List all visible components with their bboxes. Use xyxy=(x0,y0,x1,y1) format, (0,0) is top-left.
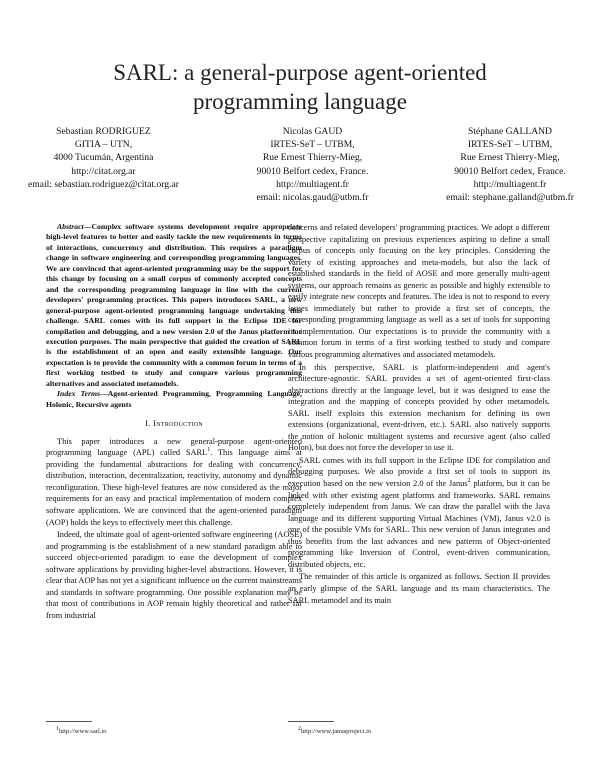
author-website: http://multiagent.fr xyxy=(276,178,349,190)
author-block xyxy=(28,125,574,204)
author-email: email: stephane.galland@utbm.fr xyxy=(446,192,574,204)
left-column xyxy=(46,222,302,621)
abstract-lead: Abstract xyxy=(57,222,84,231)
author-city: 90010 Belfort cedex, France. xyxy=(256,165,369,177)
right-column xyxy=(288,222,550,606)
section-heading-introduction: I. Introduction xyxy=(145,418,203,429)
author-website: http://multiagent.fr xyxy=(473,178,547,190)
paper-title: SARL: a general-purpose agent-oriented programming language xyxy=(113,60,487,114)
paragraph-text: platform, but it can be linked with other existing agent platforms and frameworks. SARL remains completely independent from Janus. We can draw the parallel with the Java language and its different supporting Virtual Machines (VM), Janus v2.0 is one of the possible VMs for SARL. This new version of Janus integrates and thus benefits from the last advances and new patterns of Object-oriented programming like Inversion of Control, event-driven communication, distributed objects, etc. xyxy=(288,479,550,569)
author-name: Nicolas GAUD xyxy=(282,126,343,137)
index-terms xyxy=(46,389,302,410)
author-email: email: nicolas.gaud@utbm.fr xyxy=(256,192,369,204)
index-terms-text: Agent-oriented Programming, Programming Language, Holonic, Recursive agents xyxy=(46,389,302,409)
intro-paragraph-1 xyxy=(46,436,302,528)
author-affiliation: GITIA – UTN, xyxy=(74,139,133,151)
author-street: Rue Ernest Thierry-Mieg, xyxy=(262,152,363,164)
abstract xyxy=(46,222,302,389)
footnote-rule xyxy=(288,721,334,722)
author-name: Stéphane GALLAND xyxy=(468,126,552,137)
author-2 xyxy=(257,125,369,204)
paragraph-text: SARL comes with its full support in the Eclipse IDE for compilation and debugging purposes. We also provide a first set of tools to support its execution based on the new version 2.0 of the Janus xyxy=(288,455,550,489)
paragraph-text: . This language aims at providing the fundamental abstractions for dealing with concurrency, distribution, interaction, decentralization, reactivity, autonomy and dynamic reconfiguration. These high-level features are now considered as the major requirements for an easy and practical implementation of modern complex software applications. We are convinced that the agent-oriented paradigm (AOP) holds the keys to effectively meet this challenge. xyxy=(46,448,302,527)
footnote-mark: 1 xyxy=(56,725,59,732)
footnote-2 xyxy=(298,725,372,735)
paragraph-continued: concerns and related developers' programming practices. We adopt a different perspective capitalizing on previous experiences aspiring to define a small corpus of concepts only focusing on the key principles. Considering the variety of existing approaches and meta-models, but also the lack of established standards in the field of AOSE and more generally multi-agent systems, our approach remains as generic as possible and highly extensible to easily integrate new concepts and features. The idea is not to respond to every issues immediately but rather to provide a first set of concepts, the corresponding programming language as well as a set of tools for supporting its implementation. Our expectations is to provide the community with a common forum in terms of a first working testbed to study and compare various programming alternatives and associated metamodels. xyxy=(288,223,550,360)
author-1 xyxy=(28,125,179,204)
paragraph-remainder: The remainder of this article is organized as follows. Section II provides an early glimpse of the SARL language and its main characteristics. The SARL metamodel and its main xyxy=(288,572,550,605)
footnote-link[interactable]: http://www.sarl.io xyxy=(59,728,107,735)
author-city: 90010 Belfort cedex, France. xyxy=(454,165,566,177)
paragraph-eclipse-ide xyxy=(288,455,550,570)
paragraph-text: This paper introduces a new general-purpose agent-oriented programming language (APL) called SARL xyxy=(46,436,302,458)
abstract-text: Complex software systems development require appropriate high-level features to better and easily tackle the new requirements in terms of interactions, concurrency and distribution. This requires a paradigm change in software engineering and corresponding programming languages. We are convinced that agent-oriented programming may be the support for this change by focusing on a small corpus of commonly accepted concepts and the corresponding programming language in line with the current developers' programming practices. This papers introduces SARL, a new general-purpose agent-oriented programming language undertaking this challenge. SARL comes with its full support in the Eclipse IDE for compilation and debugging, and a new version 2.0 of the Janus platform for execution purposes. The main perspective that guided the creation of SARL is the establishment of an open and easily extensible language. Our expectation is to provide the community with a common forum in terms of a first working testbed to study and compare various programming alternatives and associated metamodels. xyxy=(46,222,302,388)
author-street: Rue Ernest Thierry-Mieg, xyxy=(460,152,560,164)
index-terms-lead: Index Terms xyxy=(57,389,101,399)
author-email: email: sebastian.rodriguez@citat.org.ar xyxy=(28,178,179,190)
footnote-link[interactable]: http://www.janusproject.io xyxy=(301,728,372,735)
footnote-ref-2: 2 xyxy=(467,478,471,485)
author-name: Sebastian RODRIGUEZ xyxy=(56,126,151,137)
author-website: http://citat.org.ar xyxy=(71,165,136,177)
paragraph-perspective: In this perspective, SARL is platform-independent and agent's architecture-agnostic. SARL provides a set of agent-oriented first-class abstractions directly at the language level, but it was designed to ease the integration and the mapping of concepts provided by other metamodels. SARL itself exploits this extension mechanism for defining its own extensions (organizational, event-driven, etc.). SARL also natively supports the notion of holonic multiagent systems and recursive agent (also called Holon), but does not force the developer to use it. xyxy=(288,362,550,453)
author-3 xyxy=(446,125,574,204)
author-affiliation: IRTES-SeT – UTBM, xyxy=(467,139,553,151)
index-terms-dash: — xyxy=(100,389,108,399)
footnote-mark: 2 xyxy=(298,725,301,732)
author-affiliation: IRTES-SeT – UTBM, xyxy=(270,139,355,151)
footnote-ref-1: 1 xyxy=(207,447,211,454)
footnote-rule xyxy=(46,721,92,722)
intro-paragraph-2: Indeed, the ultimate goal of agent-oriented software engineering (AOSE) and programming is the establishment of a new standard paradigm able to succeed object-oriented paradigm to ease the development of complex software applications by providing higher-level abstractions. However, it is clear that AOP has not yet a significant influence on the current mainstreams and standards in software programming. One possible explanation may be that most of contributions in AOP remain highly theoretical and rather far from industrial xyxy=(46,530,302,620)
abstract-dash: — xyxy=(83,222,92,231)
footnote-1 xyxy=(56,725,107,735)
author-address: 4000 Tucumán, Argentina xyxy=(53,152,154,164)
